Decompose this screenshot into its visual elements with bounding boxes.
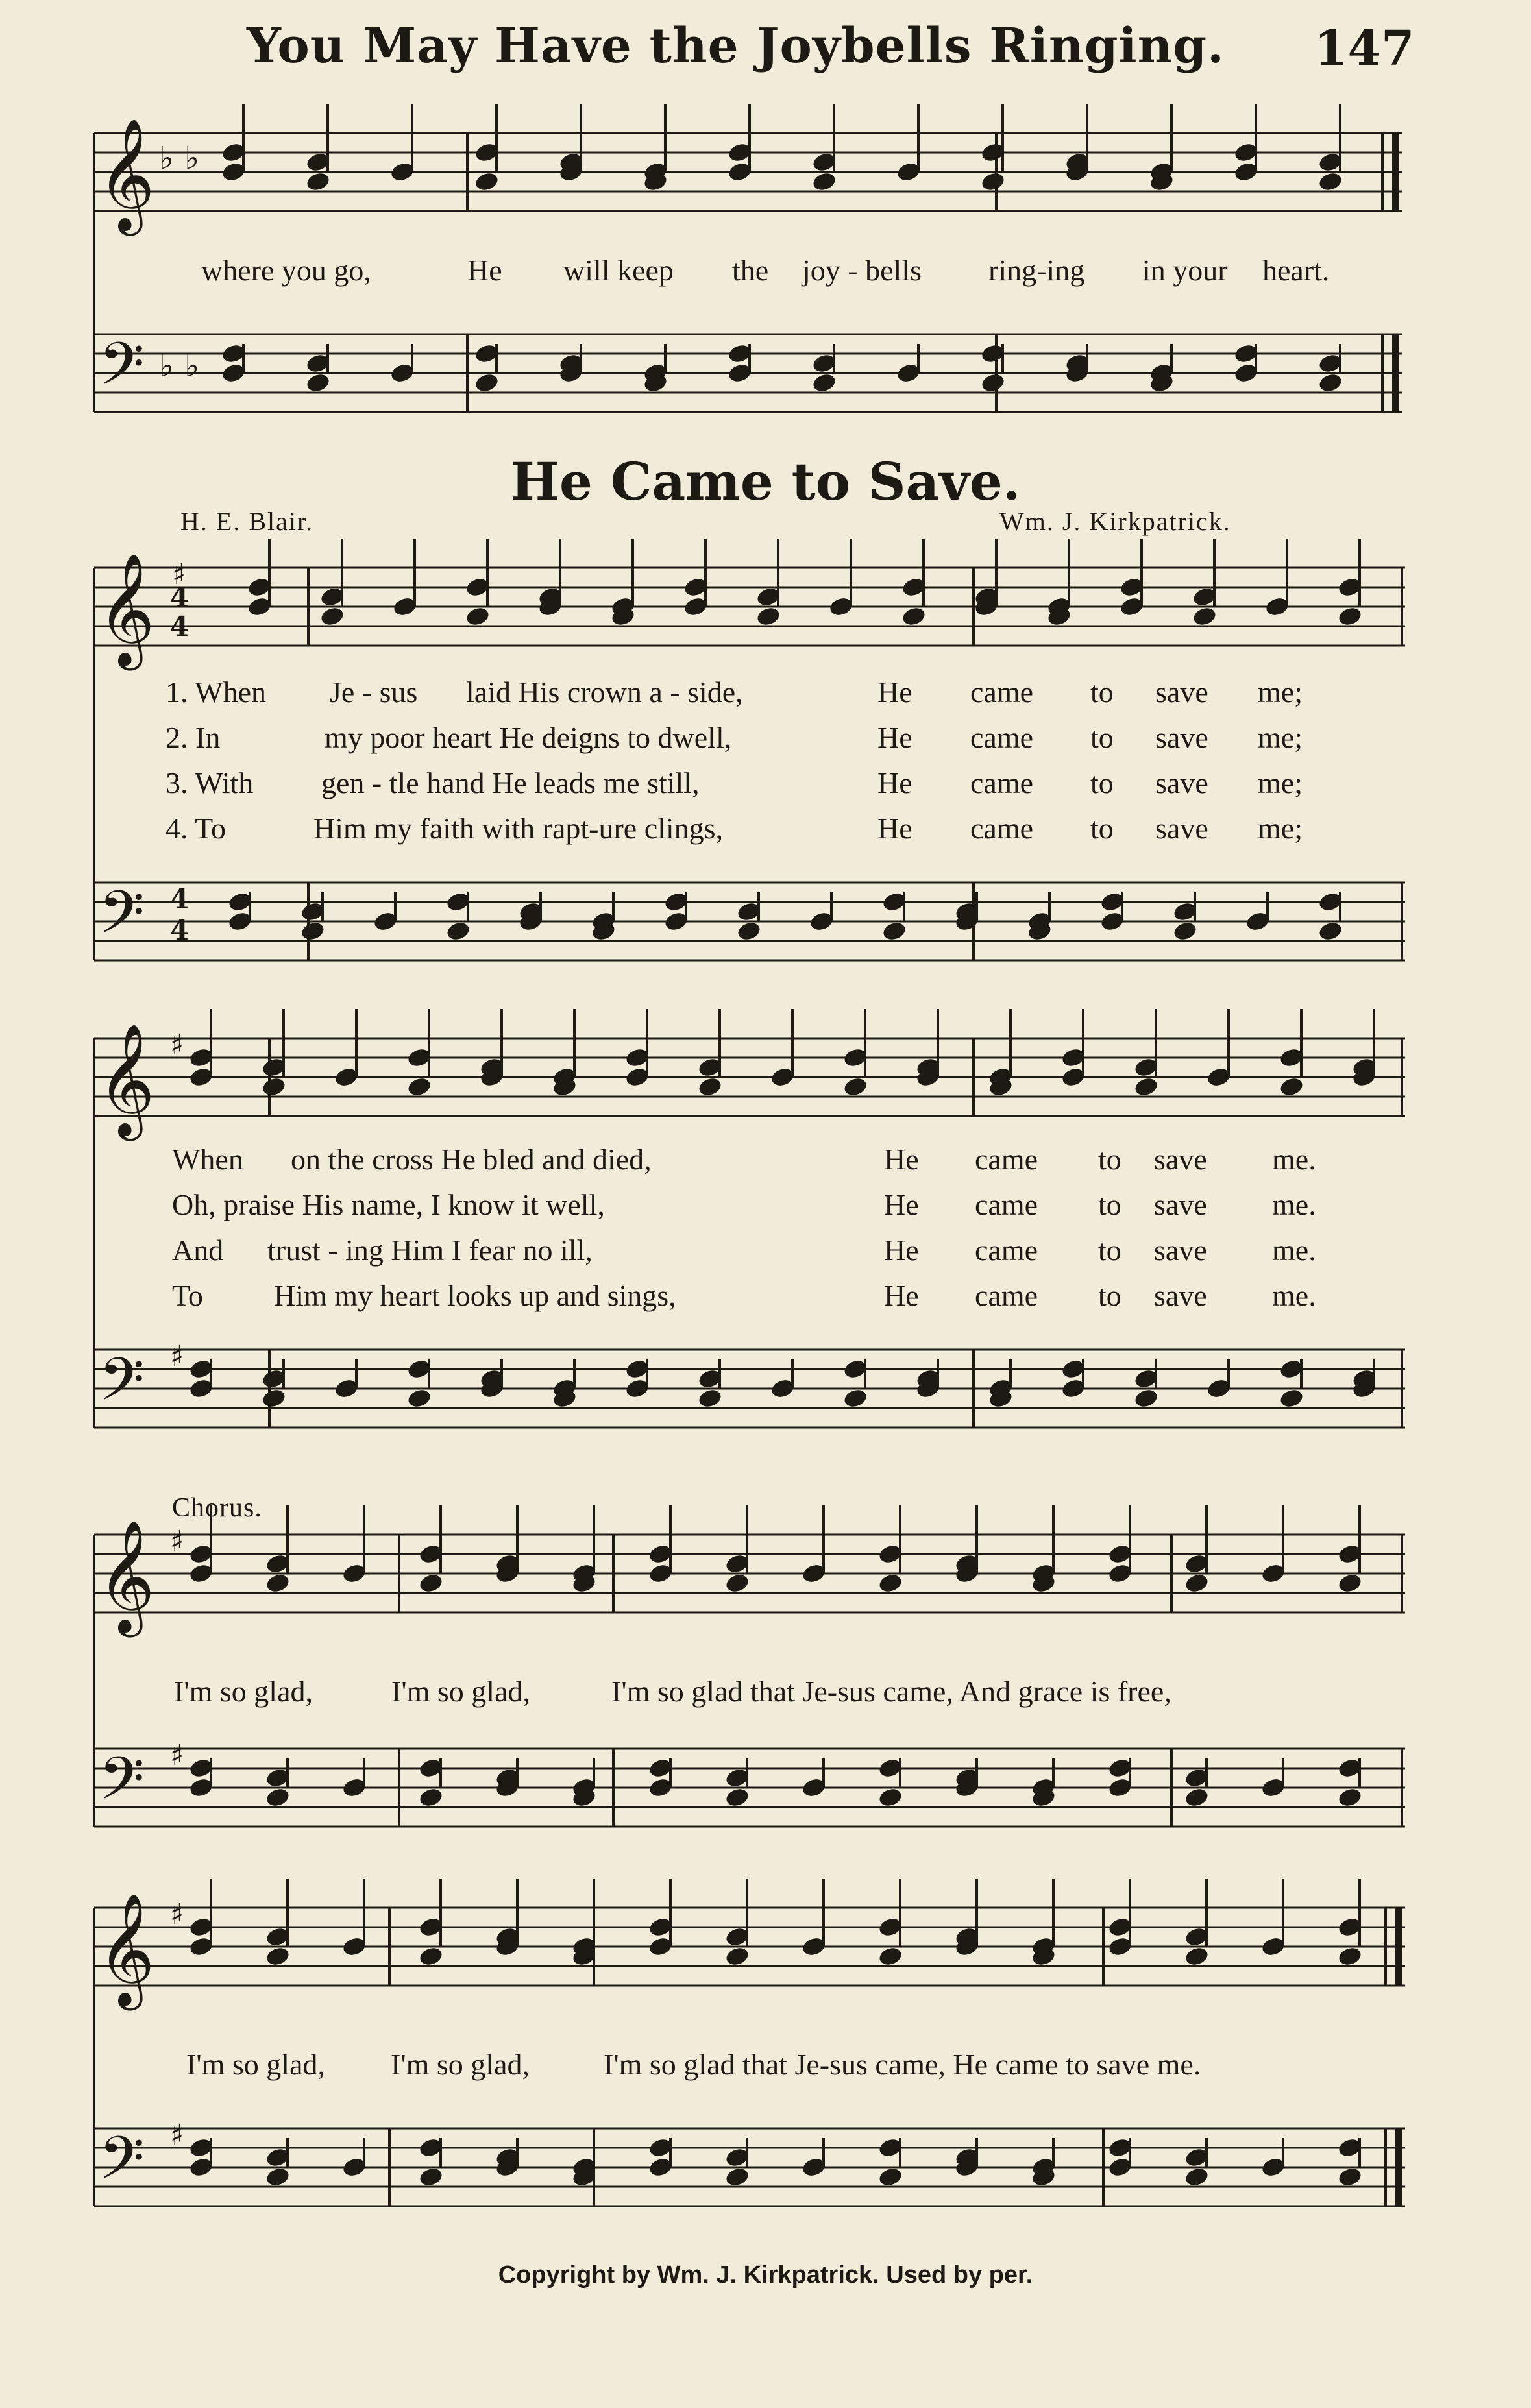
lyric-word: came [975, 1279, 1038, 1312]
author-credit: H. E. Blair. [180, 507, 314, 536]
notehead [1279, 1076, 1304, 1098]
lyric-word: me. [1272, 1234, 1316, 1267]
notehead [1133, 1387, 1159, 1409]
notehead [980, 171, 1006, 193]
notehead [319, 605, 345, 627]
notehead [474, 171, 500, 193]
lyric-word: came [970, 766, 1034, 799]
notehead [1317, 171, 1343, 193]
notehead [724, 2166, 750, 2188]
lyric-word: He [877, 675, 912, 709]
svg-text:♯: ♯ [172, 558, 186, 591]
lyric-word: to [1098, 1143, 1121, 1176]
svg-text:𝄞: 𝄞 [97, 1023, 155, 1136]
staff-system-3-treble [94, 1520, 1405, 1638]
notehead [1279, 1387, 1304, 1409]
lyric-word: came [975, 1188, 1038, 1221]
notehead [265, 1945, 291, 1967]
lyric-word: And [172, 1234, 224, 1267]
lyric-word: He [877, 721, 912, 754]
lyric-phrase: I'm so glad, [391, 2048, 530, 2081]
lyric-word: When [172, 1143, 243, 1176]
lyric-word: to [1090, 675, 1114, 709]
lyric-word: came [970, 721, 1034, 754]
svg-text:𝄢: 𝄢 [99, 1345, 145, 1428]
notehead [265, 1786, 291, 1808]
svg-text:♯: ♯ [170, 1028, 184, 1062]
lyric-word: will keep [563, 254, 674, 287]
svg-text:♭ ♭: ♭ ♭ [159, 348, 199, 384]
lyric-word: came [970, 675, 1034, 709]
lyric-word: 3. With [165, 766, 254, 799]
lyric-word: save [1155, 766, 1208, 799]
lyric-word: He [467, 254, 502, 287]
notehead [881, 920, 907, 942]
lyric-word: in your [1142, 254, 1228, 287]
lyric-word: came [975, 1143, 1038, 1176]
staff-system-0-treble [94, 118, 1402, 236]
lyric-word: the [732, 254, 769, 287]
lyric-word: to [1098, 1188, 1121, 1221]
svg-text:♯: ♯ [170, 1898, 184, 1931]
page-number: 147 [1314, 21, 1415, 77]
notehead [418, 1786, 444, 1808]
notehead [980, 372, 1006, 394]
svg-text:♯: ♯ [170, 2119, 184, 2152]
staff-system-2-treble [94, 1023, 1405, 1141]
notehead [1133, 1076, 1159, 1098]
notehead [877, 2166, 903, 2188]
lyric-word: to [1090, 812, 1114, 845]
lyric-word: He [877, 766, 912, 799]
svg-text:𝄢: 𝄢 [99, 330, 145, 413]
notehead [305, 171, 331, 193]
svg-text:𝄢: 𝄢 [99, 878, 145, 961]
lyric-word: He [884, 1234, 919, 1267]
lyric-word: me. [1272, 1143, 1316, 1176]
notehead [1337, 1572, 1363, 1594]
lyric-word: Oh, praise His name, I know it well, [172, 1188, 605, 1221]
svg-text:♯: ♯ [170, 1739, 184, 1772]
svg-text:𝄞: 𝄞 [97, 1893, 155, 2006]
notehead [445, 920, 471, 942]
svg-text:4: 4 [170, 883, 190, 915]
notehead [877, 1945, 903, 1967]
notehead [1317, 372, 1343, 394]
lyric-word: to [1090, 721, 1114, 754]
lyric-phrase: I'm so glad, [174, 1675, 313, 1708]
svg-text:𝄢: 𝄢 [99, 2124, 145, 2207]
lyric-word: 2. In [165, 721, 221, 754]
notehead [418, 1572, 444, 1594]
svg-text:4: 4 [170, 611, 190, 642]
lyric-word: save [1154, 1279, 1207, 1312]
staff-system-4-treble [94, 1893, 1405, 2011]
lyric-word: Je - sus [330, 675, 418, 709]
lyric-phrase: I'm so glad that Je-sus came, He came to save me. [604, 2048, 1201, 2081]
notehead [265, 1572, 291, 1594]
copyright-notice: Copyright by Wm. J. Kirkpatrick. Used by per. [498, 2261, 1033, 2289]
lyric-word: joy - bells [802, 254, 922, 287]
running-title: You May Have the Joybells Ringing. [247, 18, 1225, 74]
notehead [418, 1945, 444, 1967]
chorus-label: Chorus. [172, 1493, 262, 1523]
svg-text:♭ ♭: ♭ ♭ [159, 140, 199, 176]
notehead [755, 605, 781, 627]
notehead [300, 920, 326, 942]
svg-text:4: 4 [170, 581, 190, 613]
lyric-phrase: I'm so glad, [391, 1675, 530, 1708]
lyric-word: He [884, 1143, 919, 1176]
hymn-title: He Came to Save. [510, 451, 1021, 512]
lyric-word: heart. [1262, 254, 1330, 287]
lyric-word: He [884, 1188, 919, 1221]
lyric-word: to [1098, 1279, 1121, 1312]
notehead [697, 1387, 723, 1409]
notehead [736, 920, 762, 942]
svg-text:♯: ♯ [170, 1525, 184, 1558]
notehead [1172, 920, 1198, 942]
lyric-word: He [884, 1279, 919, 1312]
notehead [1192, 605, 1218, 627]
lyric-word: save [1155, 721, 1208, 754]
lyric-word: laid His crown a - side, [466, 675, 743, 709]
lyric-word: trust - ing Him I fear no ill, [267, 1234, 593, 1267]
svg-text:♯: ♯ [170, 1340, 184, 1373]
notehead [465, 605, 491, 627]
lyric-word: my poor heart He deigns to dwell, [325, 721, 732, 754]
lyric-phrase: I'm so glad that Je-sus came, And grace is free, [611, 1675, 1171, 1708]
notehead [1184, 2166, 1210, 2188]
lyric-phrase: I'm so glad, [186, 2048, 325, 2081]
notehead [724, 1572, 750, 1594]
lyric-word: gen - tle hand He leads me still, [321, 766, 700, 799]
lyric-word: save [1154, 1188, 1207, 1221]
notehead [1184, 1945, 1210, 1967]
notehead [1337, 605, 1363, 627]
svg-text:𝄞: 𝄞 [97, 553, 155, 666]
lyric-word: me; [1258, 675, 1303, 709]
notehead [811, 171, 837, 193]
notehead [418, 2166, 444, 2188]
notehead [697, 1076, 723, 1098]
notehead [877, 1572, 903, 1594]
lyric-word: save [1155, 675, 1208, 709]
lyric-word: on the cross He bled and died, [291, 1143, 652, 1176]
lyric-word: came [975, 1234, 1038, 1267]
notehead [724, 1945, 750, 1967]
notehead [1184, 1572, 1210, 1594]
lyric-word: me; [1258, 766, 1303, 799]
lyric-word: save [1154, 1143, 1207, 1176]
lyric-word: me. [1272, 1279, 1316, 1312]
lyric-word: 4. To [165, 812, 227, 845]
lyric-word: me; [1258, 812, 1303, 845]
lyric-word: To [172, 1279, 203, 1312]
notehead [406, 1076, 432, 1098]
lyric-word: to [1098, 1234, 1121, 1267]
notehead [474, 372, 500, 394]
notehead [877, 1786, 903, 1808]
notehead [305, 372, 331, 394]
lyric-word: me; [1258, 721, 1303, 754]
svg-text:𝄞: 𝄞 [97, 1520, 155, 1633]
lyric-word: me. [1272, 1188, 1316, 1221]
lyric-word: Him my heart looks up and sings, [274, 1279, 676, 1312]
notehead [1317, 920, 1343, 942]
notehead [1184, 1786, 1210, 1808]
svg-text:4: 4 [170, 914, 190, 946]
composer-credit: Wm. J. Kirkpatrick. [999, 507, 1231, 536]
notehead [842, 1387, 868, 1409]
notehead [724, 1786, 750, 1808]
notehead [811, 372, 837, 394]
notehead [1337, 1786, 1363, 1808]
lyric-word: He [877, 812, 912, 845]
notehead [261, 1076, 287, 1098]
lyric-word: Him my faith with rapt-ure clings, [313, 812, 724, 845]
notehead [1337, 2166, 1363, 2188]
lyric-word: came [970, 812, 1034, 845]
lyric-word: to [1090, 766, 1114, 799]
svg-text:𝄢: 𝄢 [99, 1744, 145, 1827]
lyric-word: save [1155, 812, 1208, 845]
notehead [1337, 1945, 1363, 1967]
notehead [261, 1387, 287, 1409]
notehead [842, 1076, 868, 1098]
notehead [406, 1387, 432, 1409]
notehead [901, 605, 927, 627]
notehead [265, 2166, 291, 2188]
lyric-word: where you go, [201, 254, 371, 287]
lyric-word: 1. When [165, 675, 267, 709]
lyric-word: save [1154, 1234, 1207, 1267]
lyric-word: ring-ing [988, 254, 1085, 287]
svg-text:𝄞: 𝄞 [97, 118, 155, 231]
